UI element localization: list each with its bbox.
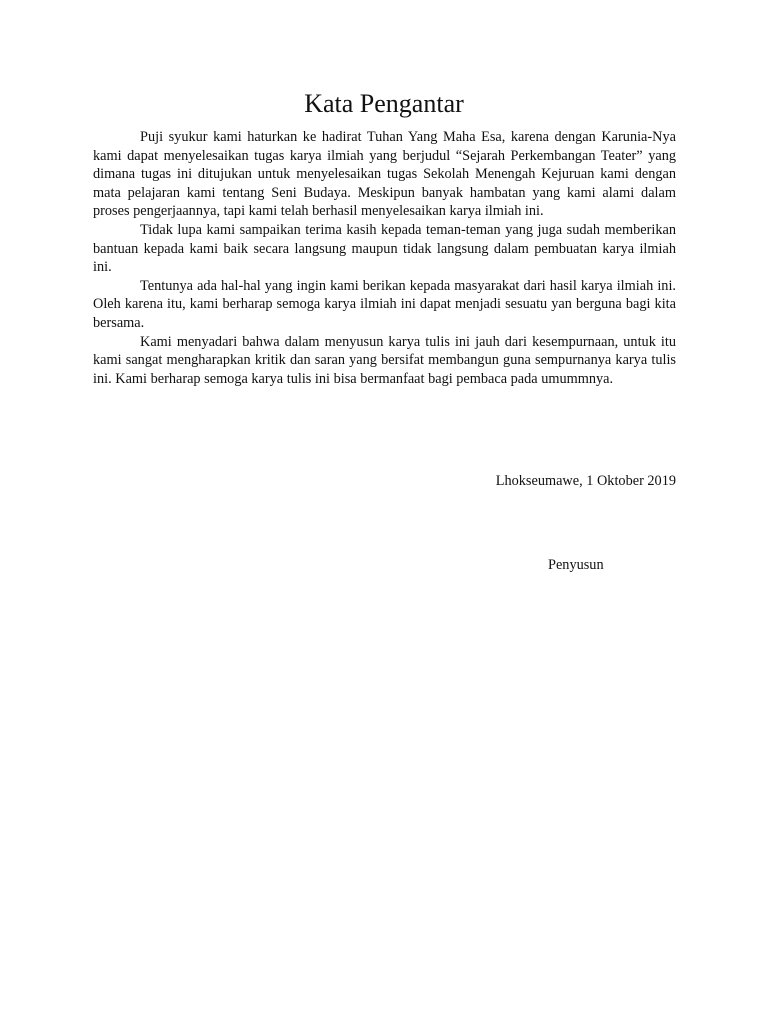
author-signature-label: Penyusun (548, 557, 604, 573)
paragraph-1: Puji syukur kami haturkan ke hadirat Tuhan Yang Maha Esa, karena dengan Karunia-Nya kami dapat menyelesaikan tugas karya ilmiah yang berjudul “Sejarah Perkembangan Teater” yang dimana tugas ini ditujukan untuk menyelesaikan tugas Sekolah Menengah Kejuruan kami dengan mata pelajaran kami tentang Seni Budaya. Meskipun banyak hambatan yang kami alami dalam proses pengerjaannya, tapi kami telah berhasil menyelesaikan karya ilmiah ini. (93, 129, 676, 220)
page-title: Kata Pengantar (304, 89, 464, 118)
paragraph-4: Kami menyadari bahwa dalam menyusun karya tulis ini jauh dari kesempurnaan, untuk itu kami sangat mengharapkan kritik dan saran yang bersifat membangun guna sempurnanya karya tulis ini. Kami berharap semoga karya tulis ini bisa bermanfaat bagi pembaca pada umummnya. (93, 333, 676, 387)
place-date: Lhokseumawe, 1 Oktober 2019 (495, 473, 676, 489)
paragraph-2: Tidak lupa kami sampaikan terima kasih kepada teman-teman yang juga sudah memberikan bantuan kepada kami baik secara langsung maupun tidak langsung dalam pembuatan karya ilmiah ini. (93, 221, 676, 276)
body-text (93, 128, 676, 388)
paragraph-3: Tentunya ada hal-hal yang ingin kami berikan kepada masyarakat dari hasil karya ilmiah ini. Oleh karena itu, kami berharap semoga karya ilmiah ini dapat menjadi sesuatu yan berguna bagi kita bersama. (93, 277, 676, 331)
